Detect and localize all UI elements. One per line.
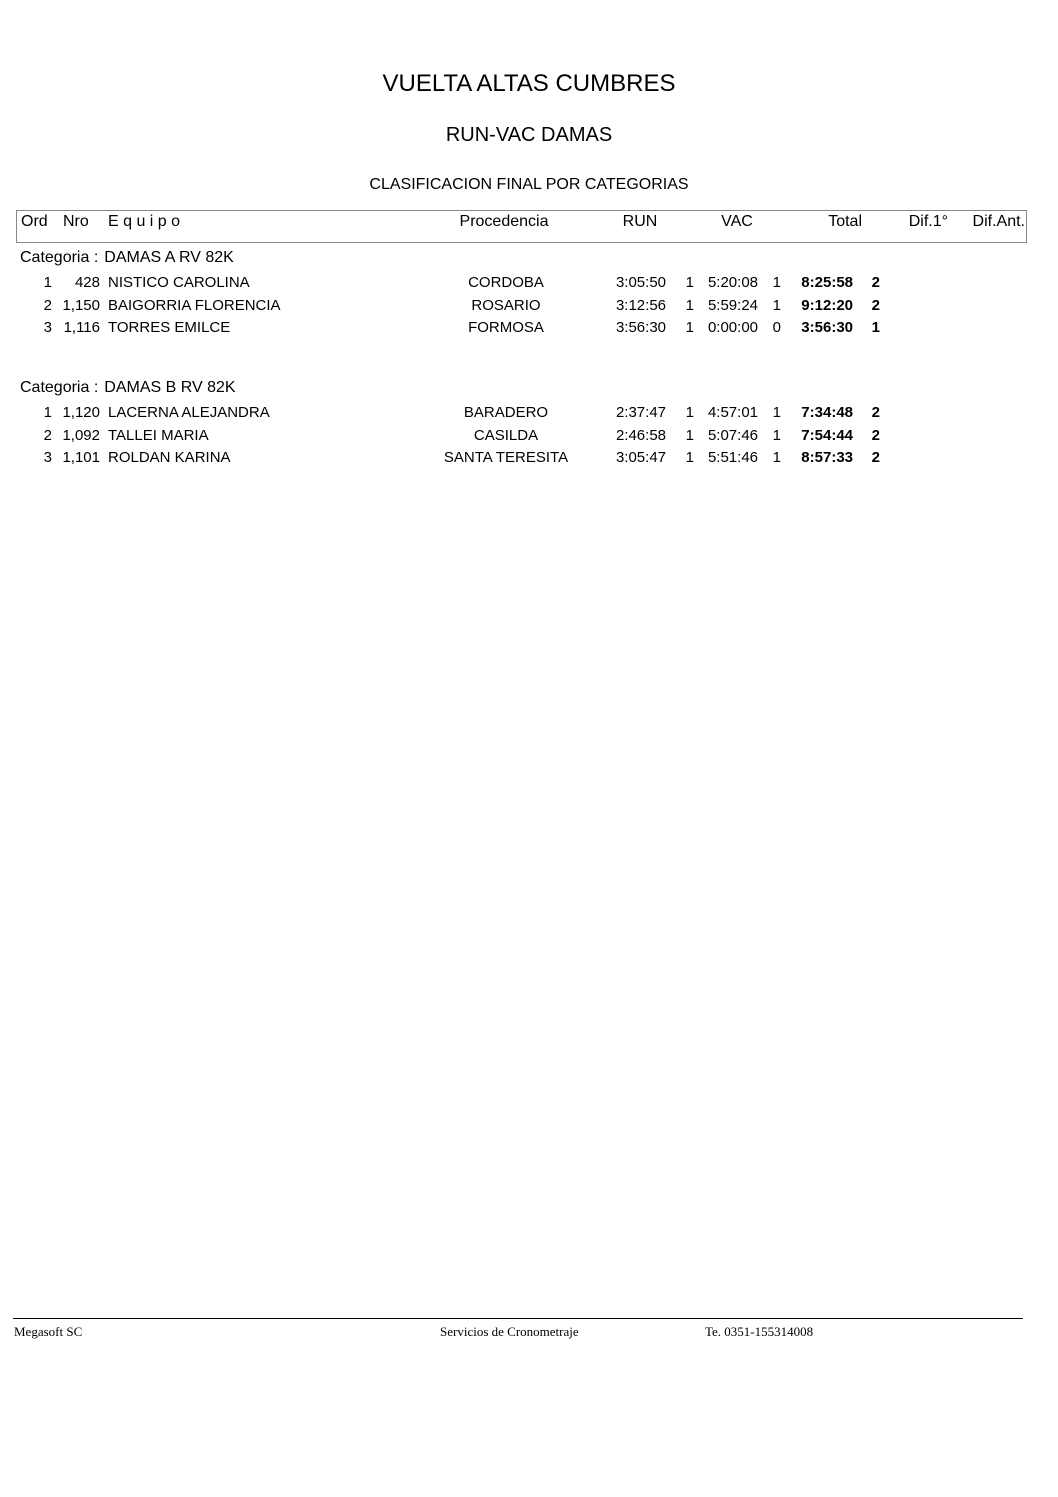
cell-vac-count: 1 xyxy=(772,274,781,291)
cell-total: 7:54:44 xyxy=(801,426,853,444)
cell-vac-count: 1 xyxy=(772,449,781,466)
cell-run-count: 1 xyxy=(685,296,694,314)
header-difant: Dif.Ant. xyxy=(972,213,1025,230)
cell-nro: 1,101 xyxy=(62,449,100,466)
header-ord: Ord xyxy=(21,213,48,230)
cell-ord: 3 xyxy=(43,319,52,336)
cell-procedencia: CORDOBA xyxy=(468,274,544,291)
footer-service: Servicios de Cronometraje xyxy=(440,1324,579,1339)
cell-run-count: 1 xyxy=(685,449,694,466)
document-subtitle: RUN-VAC DAMAS xyxy=(445,124,613,146)
cell-nro: 1,116 xyxy=(63,319,100,336)
footer-divider xyxy=(13,1318,1023,1319)
cell-run-count: 1 xyxy=(685,426,694,444)
cell-total-count: 2 xyxy=(871,274,880,291)
cell-procedencia: SANTA TERESITA xyxy=(443,449,569,466)
cell-total: 8:25:58 xyxy=(801,274,853,291)
cell-procedencia: BARADERO xyxy=(463,404,549,421)
cell-vac: 0:00:00 xyxy=(707,319,758,336)
header-run: RUN xyxy=(622,213,658,230)
header-dif1: Dif.1° xyxy=(908,213,948,230)
category-prefix: Categoria : xyxy=(20,249,99,266)
cell-run-count: 1 xyxy=(685,274,694,291)
cell-run: 3:05:47 xyxy=(615,449,666,466)
cell-ord: 3 xyxy=(43,449,52,466)
cell-vac-count: 1 xyxy=(772,296,781,314)
cell-vac: 5:59:24 xyxy=(707,296,758,314)
cell-vac: 5:07:46 xyxy=(707,426,758,444)
cell-run-count: 1 xyxy=(685,404,694,421)
header-procedencia: Procedencia xyxy=(459,213,549,230)
cell-equipo: LACERNA ALEJANDRA xyxy=(108,404,270,421)
cell-run: 3:05:50 xyxy=(615,274,666,291)
cell-total: 8:57:33 xyxy=(801,449,853,466)
cell-procedencia: CASILDA xyxy=(473,426,539,444)
footer-company: Megasoft SC xyxy=(14,1324,83,1339)
cell-vac: 5:51:46 xyxy=(707,449,758,466)
cell-total-count: 1 xyxy=(871,319,880,336)
cell-nro: 428 xyxy=(74,274,100,291)
cell-ord: 1 xyxy=(43,404,52,421)
header-equipo: E q u i p o xyxy=(108,213,181,230)
category-name: DAMAS B RV 82K xyxy=(104,379,236,396)
cell-ord: 1 xyxy=(43,274,52,291)
document-title: VUELTA ALTAS CUMBRES xyxy=(382,70,676,97)
header-total: Total xyxy=(828,213,862,230)
cell-equipo: NISTICO CAROLINA xyxy=(108,274,250,291)
cell-run: 2:37:47 xyxy=(615,404,666,421)
cell-total: 9:12:20 xyxy=(801,296,853,314)
cell-equipo: TALLEI MARIA xyxy=(108,426,209,444)
cell-vac: 4:57:01 xyxy=(707,404,758,421)
cell-run: 2:46:58 xyxy=(615,426,666,444)
cell-total: 3:56:30 xyxy=(801,319,853,336)
cell-ord: 2 xyxy=(43,426,52,444)
cell-nro: 1,092 xyxy=(62,426,100,444)
cell-nro: 1,120 xyxy=(62,404,100,421)
cell-run: 3:56:30 xyxy=(615,319,666,336)
cell-nro: 1,150 xyxy=(62,296,100,314)
cell-procedencia: ROSARIO xyxy=(471,296,541,314)
category-name: DAMAS A RV 82K xyxy=(104,249,234,266)
cell-equipo: ROLDAN KARINA xyxy=(108,449,231,466)
cell-total-count: 2 xyxy=(871,449,880,466)
category-label xyxy=(20,249,234,267)
cell-total-count: 2 xyxy=(871,404,880,421)
header-vac: VAC xyxy=(721,213,753,230)
cell-total-count: 2 xyxy=(871,426,880,444)
cell-total: 7:34:48 xyxy=(801,404,853,421)
cell-run: 3:12:56 xyxy=(615,296,666,314)
footer-phone: Te. 0351-155314008 xyxy=(705,1324,814,1339)
cell-procedencia: FORMOSA xyxy=(468,319,544,336)
cell-vac: 5:20:08 xyxy=(707,274,758,291)
cell-equipo: TORRES EMILCE xyxy=(108,319,231,336)
section-title: CLASIFICACION FINAL POR CATEGORIAS xyxy=(369,176,689,193)
cell-vac-count: 0 xyxy=(772,319,781,336)
header-nro: Nro xyxy=(63,213,89,230)
cell-ord: 2 xyxy=(43,296,52,314)
category-prefix: Categoria : xyxy=(20,379,99,396)
cell-run-count: 1 xyxy=(685,319,694,336)
category-label xyxy=(20,379,236,397)
cell-vac-count: 1 xyxy=(772,426,781,444)
cell-equipo: BAIGORRIA FLORENCIA xyxy=(108,296,281,314)
cell-vac-count: 1 xyxy=(772,404,781,421)
cell-total-count: 2 xyxy=(871,296,880,314)
